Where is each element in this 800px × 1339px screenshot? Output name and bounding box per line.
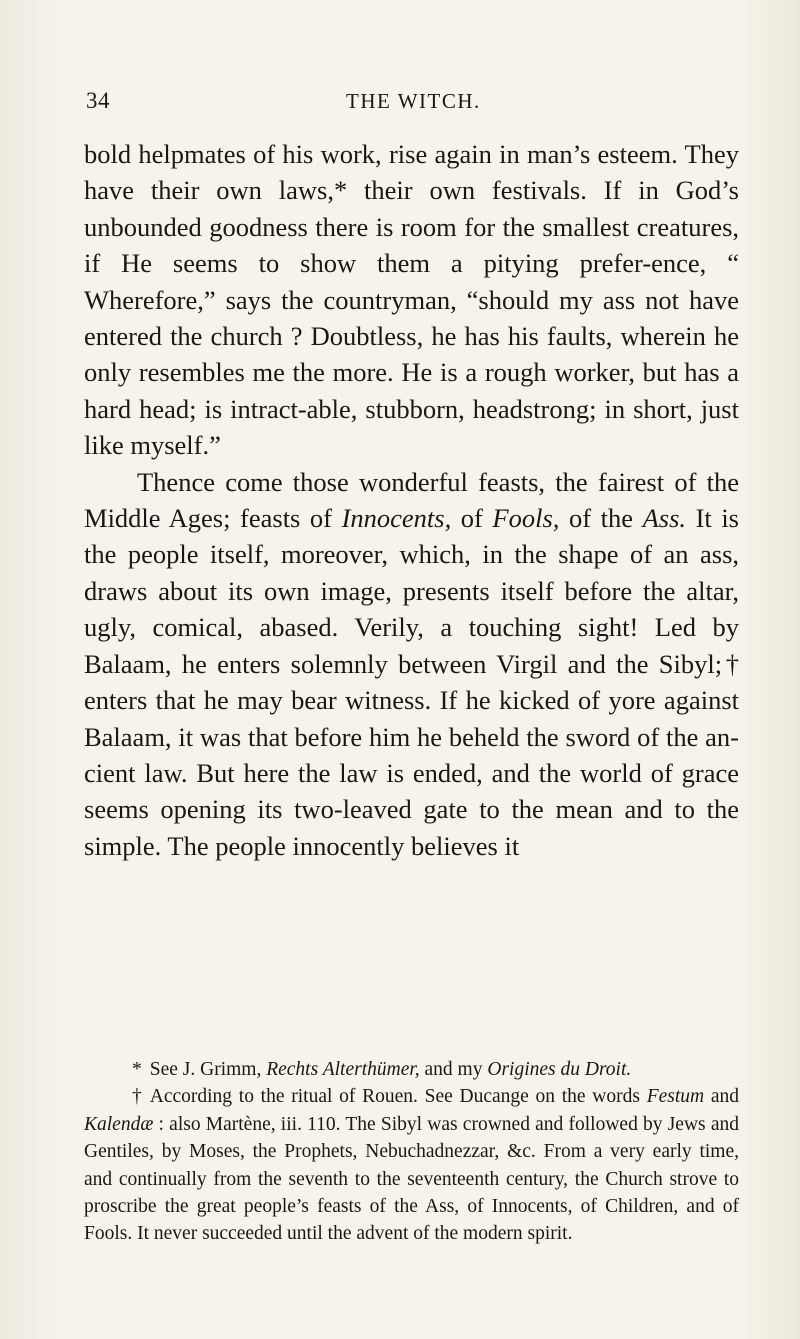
footnotes <box>84 1056 739 1248</box>
page-header <box>86 88 736 118</box>
text-line: ence, “ Wherefore,” says the countryman, “should <box>84 248 739 315</box>
text-line: bear witness. If he kicked of yore against Balaam, <box>84 685 739 752</box>
text-segment: It is the people itself, moreover, which, in the <box>84 503 739 570</box>
footnote-2 <box>84 1083 739 1247</box>
footnote-text: and <box>704 1086 739 1108</box>
paragraph-continued <box>84 136 739 464</box>
italic-ass: Ass. <box>642 503 687 534</box>
text-segment: of <box>451 503 493 534</box>
text-line: itself before the altar, ugly, comical, abased. Verily, a <box>84 575 739 643</box>
text-line: They have their own laws,* their own festivals. If in <box>84 139 739 206</box>
text-line: has his faults, wherein he only resembles me the more. <box>84 321 739 388</box>
text-line: my ass not have entered the church ? Doubtless, he <box>84 284 740 352</box>
text-line: bold helpmates of his work, rise again in man’s esteem. <box>84 139 678 169</box>
footnote-title: Rechts Alterthümer, <box>266 1059 420 1080</box>
text-line: touching sight! Led by Balaam, he enters solemnly <box>84 612 739 679</box>
text-line: able, stubborn, headstrong; in short, just like myself.” <box>84 393 739 461</box>
text-segment: of the <box>559 503 633 534</box>
text-line: shape of an ass, draws about its own image, presents <box>84 539 740 606</box>
footnote-title: Kalendæ <box>84 1113 154 1135</box>
text-line: it was that before him he beheld the sword of the an- <box>178 721 739 752</box>
text-line: God’s unbounded goodness there is room for the smallest <box>84 175 739 242</box>
text-line: Thence come those wonderful feasts, the fairest of <box>137 466 697 497</box>
text-segment: the Middle Ages; feasts of <box>84 466 739 534</box>
footnote-mark: * <box>132 1059 142 1080</box>
footnote-text: and my <box>419 1059 488 1080</box>
footnote-text: See J. Grimm, <box>149 1059 267 1080</box>
footnote-title: Festum <box>646 1086 705 1108</box>
italic-fools: Fools, <box>492 503 560 534</box>
footnote-title: Origines du Droit. <box>487 1059 632 1080</box>
footnote-text: : also Martène, iii. 110. The Sibyl was crowned and followed by Jews and Gentiles, by Moses, the Prophets, Nebuchadnezzar, &c. From a very early time, and continually from the seventh to the seventeenth century, the Church strove to proscribe the great people’s feasts of the Ass, of Innocents, of Children, and of Fools. It never succeeded until the advent of the modern spirit. <box>84 1113 739 1245</box>
italic-innocents: Innocents, <box>341 503 452 534</box>
footnote-text: According to the ritual of Rouen. See Ducange on the words <box>149 1086 647 1108</box>
text-line: creatures, if He seems to show them a pitying prefer- <box>84 211 740 279</box>
text-line: cient law. But here the law is ended, and the world <box>84 757 642 788</box>
running-head: THE WITCH. <box>346 89 481 113</box>
footnote-1 <box>84 1056 739 1083</box>
paragraph-feasts <box>84 464 739 864</box>
text-line: of grace seems opening its two-leaved gate to the mean <box>84 757 740 825</box>
footnote-mark: † <box>132 1086 142 1108</box>
main-text <box>84 136 739 864</box>
text-line: and to the simple. The people innocently believes it <box>84 794 739 861</box>
text-line: between Virgil and the Sibyl;† enters that he may <box>84 648 739 716</box>
text-line: He is a rough worker, but has a hard head; is intract- <box>84 357 739 424</box>
page-number: 34 <box>86 88 110 113</box>
